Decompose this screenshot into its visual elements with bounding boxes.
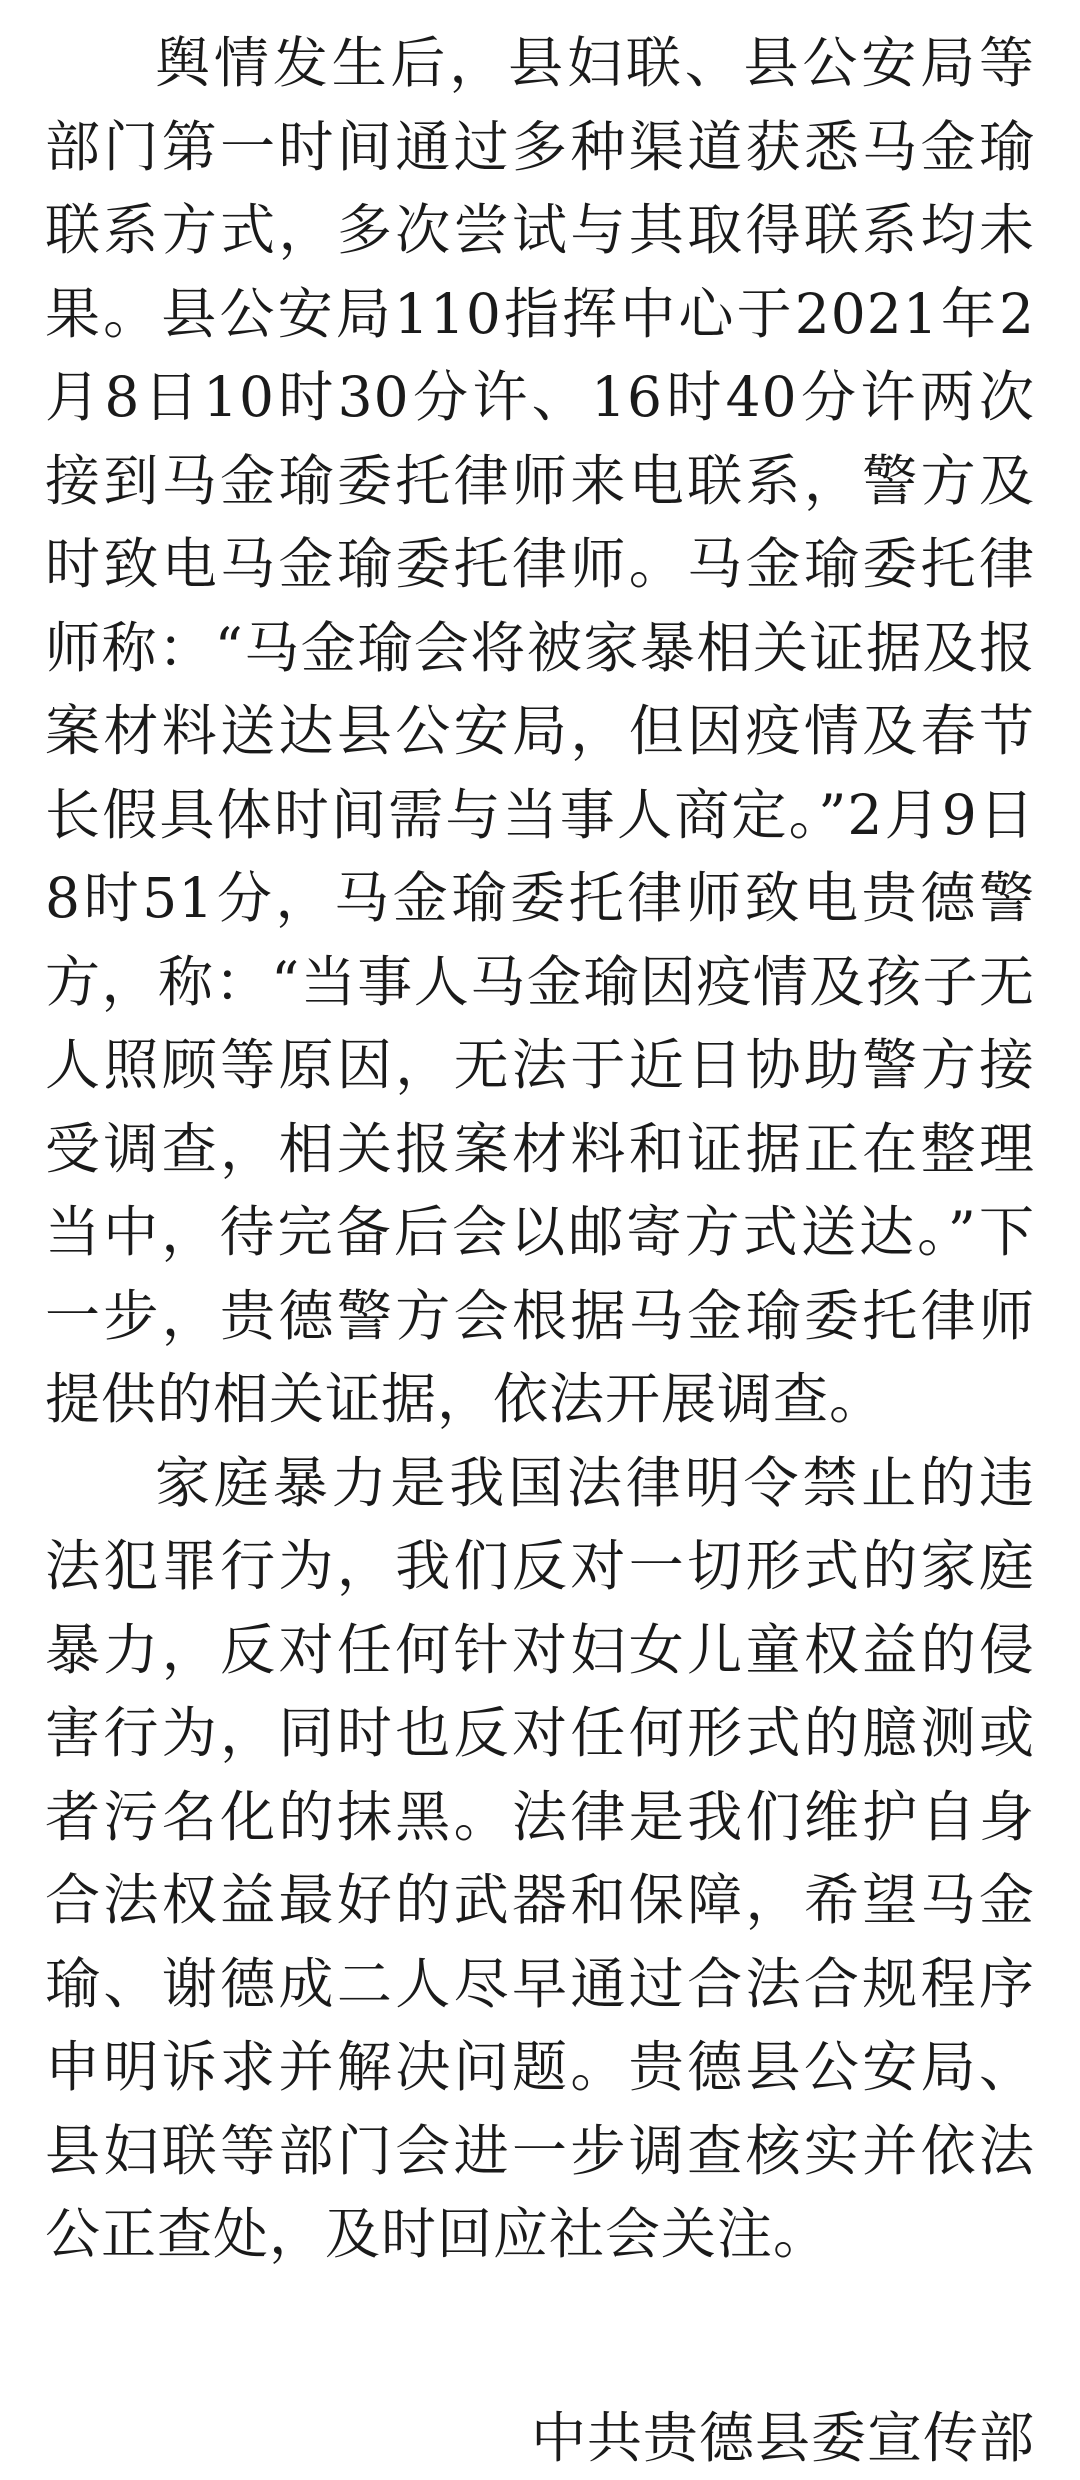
signature-spacer <box>45 2277 1035 2397</box>
paragraph-1: 舆情发生后，县妇联、县公安局等部门第一时间通过多种渠道获悉马金瑜联系方式，多次尝试与其取得联系均未果。县公安局110指挥中心于2021年2月8日10时30分许、16时40分许两次接到马金瑜委托律师来电联系，警方及时致电马金瑜委托律师。马金瑜委托律师称：“马金瑜会将被家暴相关证据及报案材料送达县公安局，但因疫情及春节长假具体时间需与当事人商定。”2月9日8时51分，马金瑜委托律师致电贵德警方，称：“当事人马金瑜因疫情及孩子无人照顾等原因，无法于近日协助警方接受调查，相关报案材料和证据正在整理当中，待完备后会以邮寄方式送达。”下一步，贵德警方会根据马金瑜委托律师提供的相关证据，依法开展调查。 <box>45 22 1035 1442</box>
paragraph-2: 家庭暴力是我国法律明令禁止的违法犯罪行为，我们反对一切形式的家庭暴力，反对任何针对妇女儿童权益的侵害行为，同时也反对任何形式的臆测或者污名化的抹黑。法律是我们维护自身合法权益最好的武器和保障，希望马金瑜、谢德成二人尽早通过合法合规程序申明诉求并解决问题。贵德县公安局、县妇联等部门会进一步调查核实并依法公正查处，及时回应社会关注。 <box>45 1442 1035 2277</box>
signature: 中共贵德县委宣传部 <box>45 2397 1035 2480</box>
document-body <box>45 22 1035 2480</box>
